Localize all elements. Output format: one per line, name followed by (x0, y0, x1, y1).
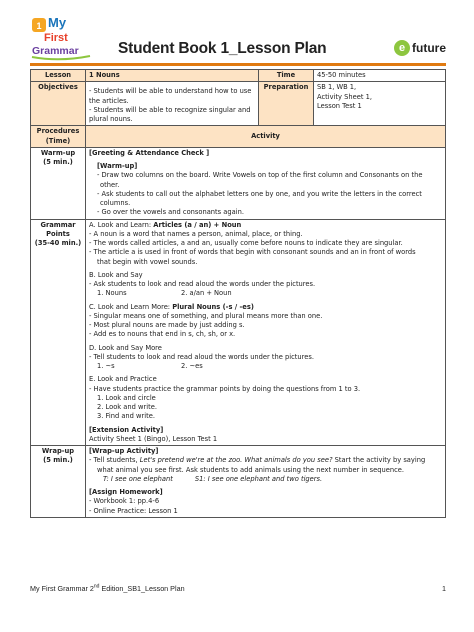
section-a-line: - The words called articles, a and an, usually come before nouns to indicate they are singular. (89, 239, 403, 247)
warmup-line: other. (100, 180, 120, 189)
wrapup-line: what animal you see first. Ask students to add animals using the next number in sequence. (97, 465, 405, 474)
footer-title-start: My First Grammar 2 (30, 584, 94, 594)
activity-header: Activity (86, 126, 446, 148)
objectives-cell (86, 82, 259, 126)
svg-text:First: First (44, 32, 68, 44)
lesson-plan-table (30, 69, 446, 518)
wrapup-label-cell (31, 446, 86, 518)
preparation-item: SB 1, WB 1, (317, 83, 357, 92)
warmup-row (31, 147, 446, 219)
extension-line: Activity Sheet 1 (Bingo), Lesson Test 1 (89, 434, 218, 443)
section-a-topic: Articles (a / an) + Noun (153, 220, 242, 229)
warmup-line: columns. (100, 199, 131, 207)
greeting-heading: [Greeting & Attendance Check ] (89, 148, 210, 157)
preparation-item: Lesson Test 1 (317, 101, 362, 110)
page-header (30, 12, 446, 64)
section-e-title: E. Look and Practice (89, 375, 157, 384)
lesson-label: Lesson (31, 70, 86, 82)
section-a-line: - A noun is a word that names a person, animal, place, or thing. (89, 229, 303, 238)
procedures-time-label: (Time) (45, 136, 71, 145)
objective-item: - Students will be able to recognize singular and plural nouns. (89, 105, 251, 123)
section-e-item: 3. Find and write. (97, 412, 155, 421)
warmup-label: Warm-up (40, 148, 76, 157)
section-e-item: 1. Look and circle (97, 393, 156, 402)
warmup-heading: [Warm-up] (97, 162, 138, 170)
grammar-label: Grammar (40, 220, 76, 229)
lesson-value: 1 Nouns (86, 70, 259, 82)
homework-line: - Workbook 1: pp.4-6 (89, 497, 160, 506)
wrapup-line-prefix: - Tell students, (89, 456, 140, 465)
time-value: 45-50 minutes (314, 70, 446, 82)
wrapup-row (31, 446, 446, 518)
section-b-items (89, 289, 442, 298)
section-a-line: that begin with vowel sounds. (97, 257, 198, 266)
wrapup-line (89, 456, 442, 465)
footer-title-end: Edition_SB1_Lesson Plan (99, 584, 185, 594)
warmup-line: - Draw two columns on the board. Write Vowels on top of the first column and Consonants on the (97, 171, 423, 180)
wrapup-line-quote: Let's pretend we're at the zoo. What animals do you see? (139, 456, 333, 465)
section-d-items (89, 362, 442, 371)
homework-heading: [Assign Homework] (89, 488, 163, 496)
time-label: Time (259, 70, 314, 82)
warmup-line: - Ask students to call out the alphabet letters one by one, and you write the letters in the correct (97, 189, 422, 198)
svg-text:1: 1 (36, 21, 42, 31)
section-c-line: - Singular means one of something, and plural means more than one. (89, 311, 323, 320)
section-d-item: 1. ~s (97, 362, 115, 370)
brand-logo (394, 40, 446, 56)
section-a-prefix: A. Look and Learn: (89, 220, 154, 229)
grammar-time: (35-40 min.) (34, 239, 82, 247)
procedures-label: Procedures (36, 127, 80, 136)
e-future-mark-icon: e (394, 40, 410, 56)
wrapup-time: (5 min.) (43, 456, 73, 465)
warmup-label-cell (31, 147, 86, 219)
extension-heading: [Extension Activity] (89, 425, 164, 434)
objectives-label: Objectives (31, 82, 86, 126)
section-e-item: 2. Look and write. (97, 403, 157, 411)
footer-title-superscript: nd (93, 584, 100, 590)
section-b-line: - Ask students to look and read aloud the words under the pictures. (89, 280, 316, 288)
objectives-row (31, 82, 446, 126)
preparation-item: Activity Sheet 1, (317, 92, 372, 101)
procedures-header-row (31, 126, 446, 148)
page-footer (30, 584, 446, 593)
section-a-line: - The article a is used in front of words that begin with consonant sounds and an in front of words (89, 248, 416, 257)
page-number: 1 (442, 584, 446, 593)
wrapup-dialog (89, 475, 442, 484)
footer-title (30, 584, 185, 593)
section-c-line: - Most plural nouns are made by just adding s. (89, 321, 245, 329)
warmup-line: - Go over the vowels and consonants again. (97, 208, 244, 217)
procedures-header (31, 126, 86, 148)
objective-item: - Students will be able to understand how to use the articles. (89, 87, 252, 105)
wrapup-activity (86, 446, 446, 518)
dialog-student: S1: I see one elephant and two tigers. (194, 474, 323, 483)
grammar-label-2: Points (46, 229, 70, 238)
section-e-line: - Have students practice the grammar points by doing the questions from 1 to 3. (89, 384, 361, 393)
brand-name: future (412, 41, 446, 55)
dialog-teacher: T: I see one elephant (103, 474, 173, 483)
section-b-item: 2. a/an + Noun (181, 289, 232, 298)
wrapup-label: Wrap-up (41, 447, 75, 455)
svg-text:My: My (48, 15, 67, 30)
section-b-item: 1. Nouns (97, 289, 127, 298)
wrapup-heading: [Wrap-up Activity] (89, 447, 159, 455)
section-d-line: - Tell students to look and read aloud the words under the pictures. (89, 352, 314, 361)
grammar-activity (86, 219, 446, 446)
homework-line: - Online Practice: Lesson 1 (89, 506, 178, 515)
page-title: Student Book 1_Lesson Plan (118, 40, 327, 57)
section-d-title: D. Look and Say More (89, 343, 162, 352)
section-c-topic: Plural Nouns (-s / -es) (172, 302, 254, 311)
warmup-time: (5 min.) (43, 158, 73, 166)
svg-text:Grammar: Grammar (32, 45, 79, 57)
section-a-title (89, 221, 442, 230)
preparation-cell (314, 82, 446, 126)
grammar-row (31, 219, 446, 446)
preparation-label: Preparation (259, 82, 314, 126)
section-d-item: 2. ~es (181, 362, 203, 370)
header-divider (30, 63, 446, 66)
grammar-label-cell (31, 219, 86, 446)
wrapup-line-suffix: Start the activity by saying (332, 456, 426, 465)
section-c-line: - Add es to nouns that end in s, ch, sh, or x. (89, 330, 236, 339)
section-c-title (89, 303, 442, 312)
section-c-prefix: C. Look and Learn More: (89, 302, 173, 311)
my-first-grammar-logo (30, 12, 92, 62)
warmup-activity (86, 147, 446, 219)
lesson-row (31, 70, 446, 82)
section-b-title: B. Look and Say (89, 270, 143, 279)
